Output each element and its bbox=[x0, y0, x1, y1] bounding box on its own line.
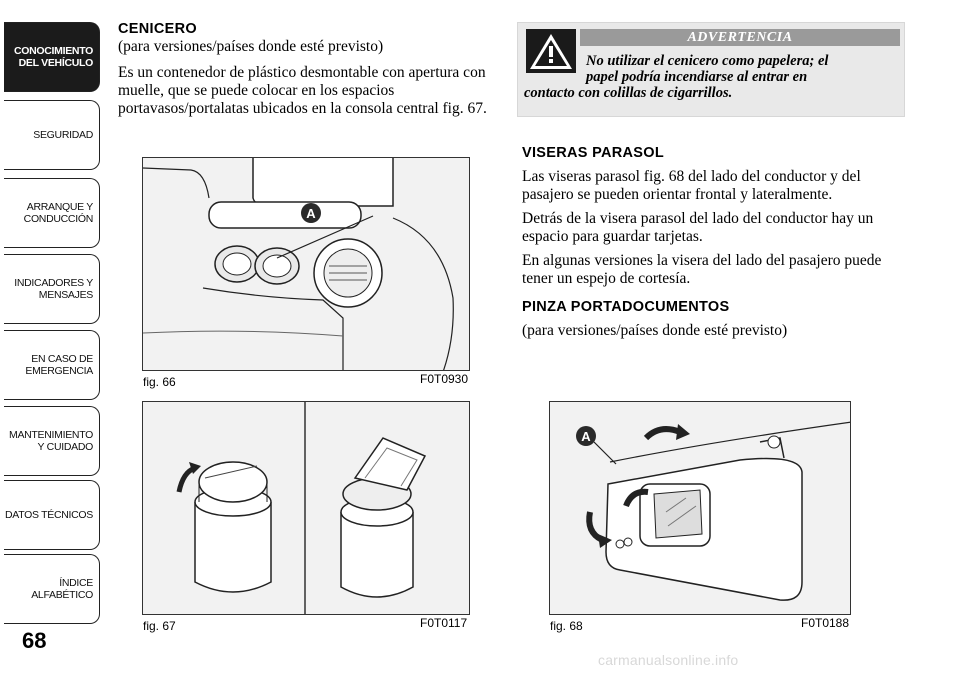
tab-en-caso-de-emergencia[interactable] bbox=[4, 330, 100, 400]
ashtray-subheading: (para versiones/países donde esté previsto) bbox=[118, 38, 384, 55]
visor-heading: VISERAS PARASOL bbox=[522, 145, 665, 161]
clip-subheading: (para versiones/países donde esté previsto) bbox=[522, 322, 788, 339]
warning-line-1: No utilizar el cenicero como papelera; el bbox=[586, 53, 829, 69]
figure-66-code: F0T0930 bbox=[420, 372, 469, 386]
figure-68-caption: fig. 68 bbox=[550, 619, 583, 633]
tab-indice-alfabetico[interactable] bbox=[4, 554, 100, 624]
warning-title: ADVERTENCIA bbox=[580, 29, 900, 46]
figure-66-console bbox=[142, 157, 470, 371]
tab-indicadores-y-mensajes[interactable] bbox=[4, 254, 100, 324]
tab-seguridad[interactable] bbox=[4, 100, 100, 170]
clip-heading: PINZA PORTADOCUMENTOS bbox=[522, 299, 730, 315]
figure-67-ashtray bbox=[142, 401, 470, 615]
ashtray-illustration bbox=[143, 402, 470, 615]
tab-label: CONOCIMIENTO DEL VEHÍCULO bbox=[13, 45, 93, 69]
visor-paragraph-1: Las viseras parasol fig. 68 del lado del conductor y del pasajero se pueden orientar frontal y lateralmente. bbox=[522, 168, 861, 203]
figure-67-caption: fig. 67 bbox=[143, 619, 176, 633]
sun-visor-illustration bbox=[550, 402, 851, 615]
warning-line-3: contacto con colillas de cigarrillos. bbox=[524, 85, 733, 101]
tab-arranque-y-conduccion[interactable] bbox=[4, 178, 100, 248]
figure-66-caption: fig. 66 bbox=[143, 375, 176, 389]
tab-label: DATOS TÉCNICOS bbox=[5, 509, 93, 521]
warning-box bbox=[517, 22, 905, 117]
tab-label: ARRANQUE Y CONDUCCIÓN bbox=[23, 201, 93, 225]
warning-line-2: papel podría incendiarse al entrar en bbox=[586, 69, 808, 85]
tab-label: EN CASO DE EMERGENCIA bbox=[25, 353, 93, 377]
tab-label: ÍNDICE ALFABÉTICO bbox=[31, 577, 93, 601]
visor-paragraph-3: En algunas versiones la visera del lado del pasajero puede tener un espejo de cortesía. bbox=[522, 252, 882, 287]
figure-68-label-a: A bbox=[581, 429, 591, 444]
watermark-footer: carmanualsonline.info bbox=[598, 652, 739, 668]
figure-68-sun-visor bbox=[549, 401, 851, 615]
figure-68-code: F0T0188 bbox=[801, 616, 850, 630]
visor-paragraph-2: Detrás de la visera parasol del lado del conductor hay un espacio para guardar tarjetas. bbox=[522, 210, 874, 245]
console-illustration bbox=[143, 158, 470, 371]
tab-conocimiento-del-vehiculo[interactable] bbox=[4, 22, 100, 92]
tab-datos-tecnicos[interactable] bbox=[4, 480, 100, 550]
right-column bbox=[522, 144, 907, 346]
ashtray-body: Es un contenedor de plástico desmontable con apertura con muelle, que se puede colocar en los espacios portavasos/portalatas ubicados en la consola central fig. 67. bbox=[118, 64, 487, 117]
figure-67-code: F0T0117 bbox=[420, 616, 468, 630]
left-column bbox=[118, 20, 493, 124]
tab-mantenimiento-y-cuidado[interactable] bbox=[4, 406, 100, 476]
tab-label: SEGURIDAD bbox=[33, 129, 93, 141]
warning-text bbox=[524, 53, 898, 101]
tab-label: MANTENIMIENTO Y CUIDADO bbox=[9, 429, 93, 453]
tab-label: INDICADORES Y MENSAJES bbox=[14, 277, 93, 301]
ashtray-heading: CENICERO bbox=[118, 21, 197, 37]
figure-66-label-a: A bbox=[306, 206, 316, 221]
page-number: 68 bbox=[22, 628, 47, 653]
